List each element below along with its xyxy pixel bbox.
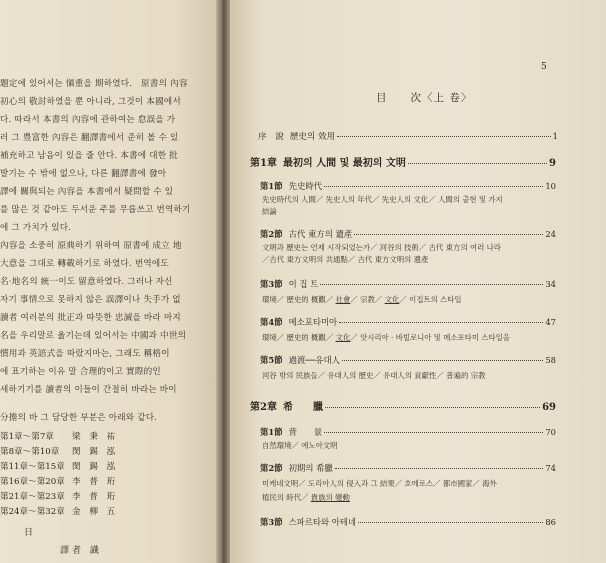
roster-row bbox=[0, 505, 118, 517]
subtopic-underlined: 文化 bbox=[335, 333, 351, 342]
leader-dots bbox=[324, 431, 543, 433]
section-subtopics bbox=[262, 332, 562, 344]
section-title: 古代 東方의 遺產 bbox=[288, 229, 353, 239]
toc-section-1-3 bbox=[260, 278, 556, 290]
chapter-title: 希 臘 bbox=[282, 402, 323, 413]
roster-chapters: 第8章～第10章 bbox=[0, 447, 60, 457]
preface-line: 세하기기를 讀者의 이들이 간절히 바라는 바이 bbox=[0, 385, 177, 395]
roster-name: 金 柳 五 bbox=[72, 507, 119, 517]
entry-title: 歷史의 效用 bbox=[289, 132, 336, 142]
preface-line: 慣用과 英語式을 따랐지마는, 그래도 稱格이 bbox=[0, 349, 170, 359]
preface-line: 에 그 가치가 있다. bbox=[0, 223, 72, 233]
section-title: 메소포타미아 bbox=[288, 317, 338, 327]
toc-section-1-1 bbox=[260, 180, 556, 192]
section-subtopics: 文明과 歷史는 언제 시작되었는가／ 河谷의 技術／ 古代 東方의 여러 나라 bbox=[262, 243, 501, 252]
preface-line: 讀者 여러분의 批正과 따뜻한 忠誡을 바라 마지 bbox=[0, 313, 181, 323]
subtopic-text: ／ 이집트의 스타일 bbox=[399, 295, 462, 304]
roster-chapters: 第16章～第20章 bbox=[0, 477, 65, 487]
preface-line: 大意을 그대로 轉載하기로 하였다. 번역에도 bbox=[0, 259, 169, 269]
preface-line: 러 그 豊富한 內容은 翻譯書에서 준히 볼 수 있 bbox=[0, 133, 179, 143]
section-subtopics bbox=[262, 492, 562, 504]
preface-line: 分擔의 바 그 담당한 부분은 아래와 같다. bbox=[0, 413, 158, 423]
section-title: 이 집 트 bbox=[288, 279, 319, 289]
roster-name: 李 普 珩 bbox=[72, 477, 119, 487]
section-title: 先史時代 bbox=[288, 181, 323, 191]
toc-section-1-5 bbox=[260, 354, 556, 366]
roster-name: 梁 秉 祐 bbox=[72, 432, 119, 442]
roster-name: 閔 錫 泓 bbox=[72, 447, 119, 457]
subtopic-text: 環境／ 歷史的 概觀／ bbox=[262, 333, 336, 342]
chapter-label: 第1章 bbox=[250, 158, 277, 169]
roster-name: 李 普 珩 bbox=[72, 492, 119, 502]
preface-line: 다. 따라서 本書의 內容에 관하여는 怠誤을 가 bbox=[0, 115, 176, 125]
toc-entry-intro bbox=[258, 130, 558, 142]
chapter-title: 最初의 人間 및 最初의 文明 bbox=[282, 158, 406, 169]
preface-line: 題定에 있어서는 愼重을 期하였다. 原書의 內容 bbox=[0, 79, 188, 89]
subtopic-text: 環境／ 歷史的 概觀／ bbox=[262, 295, 336, 304]
preface-line: 內容을 소중히 原典하기 위하여 原書에 成立 地 bbox=[0, 241, 182, 251]
leader-dots bbox=[320, 283, 543, 285]
leader-dots bbox=[325, 406, 540, 408]
roster-row bbox=[0, 430, 118, 442]
entry-page: 1 bbox=[552, 132, 558, 142]
section-page: 86 bbox=[545, 517, 556, 527]
left-page bbox=[0, 0, 216, 563]
toc-section-2-3 bbox=[260, 516, 556, 528]
preface-line: 에 표기하는 이유 말 合理的이고 實際的인 bbox=[0, 367, 161, 377]
leader-dots bbox=[335, 467, 543, 469]
toc-chapter-1 bbox=[250, 154, 556, 169]
section-label: 第3節 bbox=[260, 279, 283, 289]
section-label: 第2節 bbox=[260, 463, 283, 473]
subtopic-text: ／ 앗시리아 · 바빌로니아 및 메소포타미 스타일을 bbox=[350, 333, 510, 342]
roster-chapters: 第24章～第32章 bbox=[0, 507, 65, 517]
book-gutter bbox=[216, 0, 230, 563]
preface-line: 발기는 수 밖에 없으나, 다른 翻譯書에 發아 bbox=[0, 169, 167, 179]
page-number: 5 bbox=[541, 62, 547, 72]
preface-line: 初心의 敬討하였을 뿐 아니라, 그것이 本國에서 bbox=[0, 97, 181, 107]
leader-dots bbox=[358, 521, 543, 523]
chapter-page: 9 bbox=[549, 158, 556, 169]
section-label: 第2節 bbox=[260, 229, 283, 239]
subtopic-underlined: 貴族의 變動 bbox=[310, 493, 350, 502]
section-label: 第5節 bbox=[260, 355, 283, 365]
leader-dots bbox=[339, 321, 543, 323]
chapter-page: 69 bbox=[542, 402, 556, 413]
section-subtopics: ／古代 東方文明의 共通點／ 古代 東方文明의 遺產 bbox=[262, 255, 429, 264]
section-subtopics: 先史時代의 人間／ 先史人의 年代／ 先史人의 文化／ 人間의 출현 및 가지 bbox=[262, 195, 503, 204]
subtopic-text: 植民의 時代／ bbox=[262, 493, 311, 502]
leader-dots bbox=[354, 233, 543, 235]
section-label: 第4節 bbox=[260, 317, 283, 327]
section-page: 47 bbox=[545, 317, 556, 327]
section-label: 第1節 bbox=[260, 427, 283, 437]
toc-title: 目 次〈上 卷〉 bbox=[376, 92, 473, 104]
section-subtopics: 미케네文明／ 도리아人의 侵入과 그 結果／ 호메로스／ 都市國家／ 海外 bbox=[262, 479, 497, 488]
preface-line: 補充하고 남음이 있을 줄 안다. 本書에 대한 批 bbox=[0, 151, 178, 161]
section-subtopics: 河谷 밖의 民族들／ 유대人의 歷史／ 유대人의 貢獻性／ 普遍的 宗教 bbox=[262, 371, 486, 380]
roster-row bbox=[0, 490, 118, 502]
roster-row bbox=[0, 460, 118, 472]
section-subtopics bbox=[262, 294, 562, 306]
toc-chapter-2 bbox=[250, 398, 556, 413]
leader-dots bbox=[324, 185, 543, 187]
subtopic-underlined: 社會 bbox=[335, 295, 351, 304]
preface-line: 名·地名의 統一이도 留意하였다. 그러나 자신 bbox=[0, 277, 173, 287]
section-page: 74 bbox=[545, 463, 556, 473]
section-title: 背 景 bbox=[288, 427, 323, 437]
section-title: 初期의 希臘 bbox=[288, 463, 333, 473]
section-label: 第1節 bbox=[260, 181, 283, 191]
toc-section-2-2 bbox=[260, 462, 556, 474]
toc-section-2-1 bbox=[260, 426, 556, 438]
leader-dots bbox=[408, 162, 547, 164]
section-page: 10 bbox=[545, 181, 556, 191]
section-title: 過渡──유대人 bbox=[288, 355, 340, 365]
section-subtopics: 結論 bbox=[262, 207, 277, 216]
toc-section-1-4 bbox=[260, 316, 556, 328]
preface-line: 를 많은 것 같아도 두서운 주를 무릅쓰고 번역하기 bbox=[0, 205, 191, 215]
section-page: 24 bbox=[545, 229, 556, 239]
roster-chapters: 第1章～第7章 bbox=[0, 432, 54, 442]
chapter-label: 第2章 bbox=[250, 402, 277, 413]
roster-name: 閔 錫 泓 bbox=[72, 462, 119, 472]
date-mark: 日 bbox=[24, 528, 34, 538]
section-page: 58 bbox=[545, 355, 556, 365]
section-page: 34 bbox=[545, 279, 556, 289]
preface-line: 자기 事情으로 못하지 않은 誤譯이나 失手가 없 bbox=[0, 295, 181, 305]
roster-chapters: 第21章～第23章 bbox=[0, 492, 65, 502]
section-label: 第3節 bbox=[260, 517, 283, 527]
roster-row bbox=[0, 475, 118, 487]
section-title: 스파르타와 아테네 bbox=[288, 517, 356, 527]
leader-dots bbox=[337, 135, 550, 137]
translators-credit: 譯者 識 bbox=[60, 546, 102, 556]
leader-dots bbox=[342, 359, 543, 361]
subtopic-underlined: 文化 bbox=[384, 295, 400, 304]
entry-label: 序 說 bbox=[258, 132, 284, 142]
toc-section-1-2 bbox=[260, 228, 556, 240]
preface-line: 名을 우리말로 옮기는데 있어서는 中國과 中世의 bbox=[0, 331, 187, 341]
roster-chapters: 第11章～第15章 bbox=[0, 462, 65, 472]
subtopic-text: ／ 宗教／ bbox=[350, 295, 385, 304]
roster-row bbox=[0, 445, 118, 457]
section-subtopics: 自然環境／ 에노아文明 bbox=[262, 441, 338, 450]
section-page: 70 bbox=[545, 427, 556, 437]
preface-line: 譯에 關與되는 內容을 本書에서 疑問할 수 있 bbox=[0, 187, 174, 197]
right-page bbox=[230, 0, 606, 563]
